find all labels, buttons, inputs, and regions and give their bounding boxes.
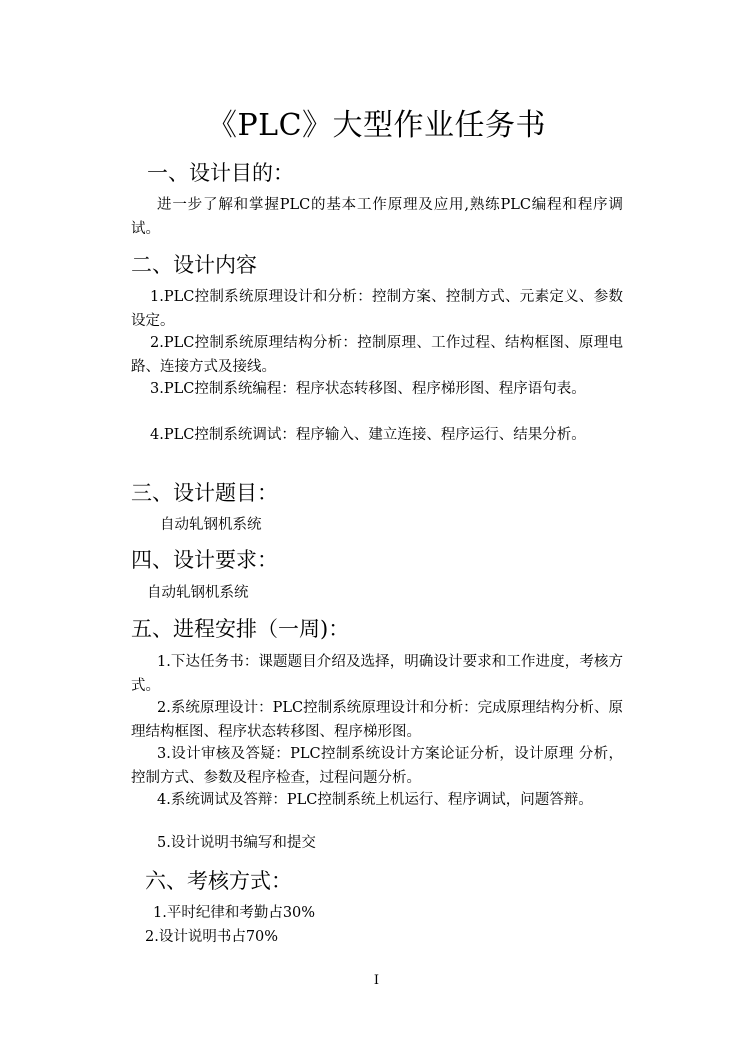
topic-text: 自动轧钢机系统 — [160, 517, 262, 533]
content-item-4: 4.PLC控制系统调试：程序输入、建立连接、程序运行、结果分析。 — [150, 427, 586, 443]
section-heading-content: 二、设计内容 — [131, 253, 257, 277]
section-heading-assessment: 六、考核方式： — [145, 869, 292, 893]
schedule-item-4: 4.系统调试及答辩：PLC控制系统上机运行、程序调试，问题答辩。 — [157, 792, 593, 808]
schedule-item-5: 5.设计说明书编写和提交 — [157, 835, 316, 851]
section-heading-schedule: 五、进程安排（一周)： — [131, 617, 350, 641]
section-heading-requirements: 四、设计要求： — [131, 548, 278, 572]
document-title: 《PLC》大型作业任务书 — [206, 108, 547, 143]
schedule-item-1: 1.下达任务书：课题题目介绍及选择，明确设计要求和工作进度，考核方式。 — [131, 654, 623, 694]
requirements-text: 自动轧钢机系统 — [147, 585, 249, 601]
page-number: I — [373, 973, 380, 988]
content-item-2: 2.PLC控制系统原理结构分析：控制原理、工作过程、结构框图、原理电路、连接方式及接线。 — [131, 335, 623, 375]
assessment-item-1: 1.平时纪律和考勤占30% — [153, 905, 316, 921]
schedule-item-2: 2.系统原理设计：PLC控制系统原理设计和分析：完成原理结构分析、原理结构框图、程序状态转移图、程序梯形图。 — [131, 700, 623, 740]
section-heading-topic: 三、设计题目： — [131, 481, 278, 505]
assessment-item-2: 2.设计说明书占70% — [145, 929, 279, 945]
purpose-paragraph: 进一步了解和掌握PLC的基本工作原理及应用,熟练PLC编程和程序调试。 — [131, 197, 623, 237]
schedule-item-3: 3.设计审核及答疑：PLC控制系统设计方案论证分析，设计原理 分析，控制方式、参数及程序检查，过程问题分析。 — [131, 746, 623, 786]
content-item-1: 1.PLC控制系统原理设计和分析：控制方案、控制方式、元素定义、参数设定。 — [131, 289, 623, 329]
section-heading-purpose: 一、设计目的： — [147, 161, 294, 185]
content-item-3: 3.PLC控制系统编程：程序状态转移图、程序梯形图、程序语句表。 — [150, 381, 586, 397]
